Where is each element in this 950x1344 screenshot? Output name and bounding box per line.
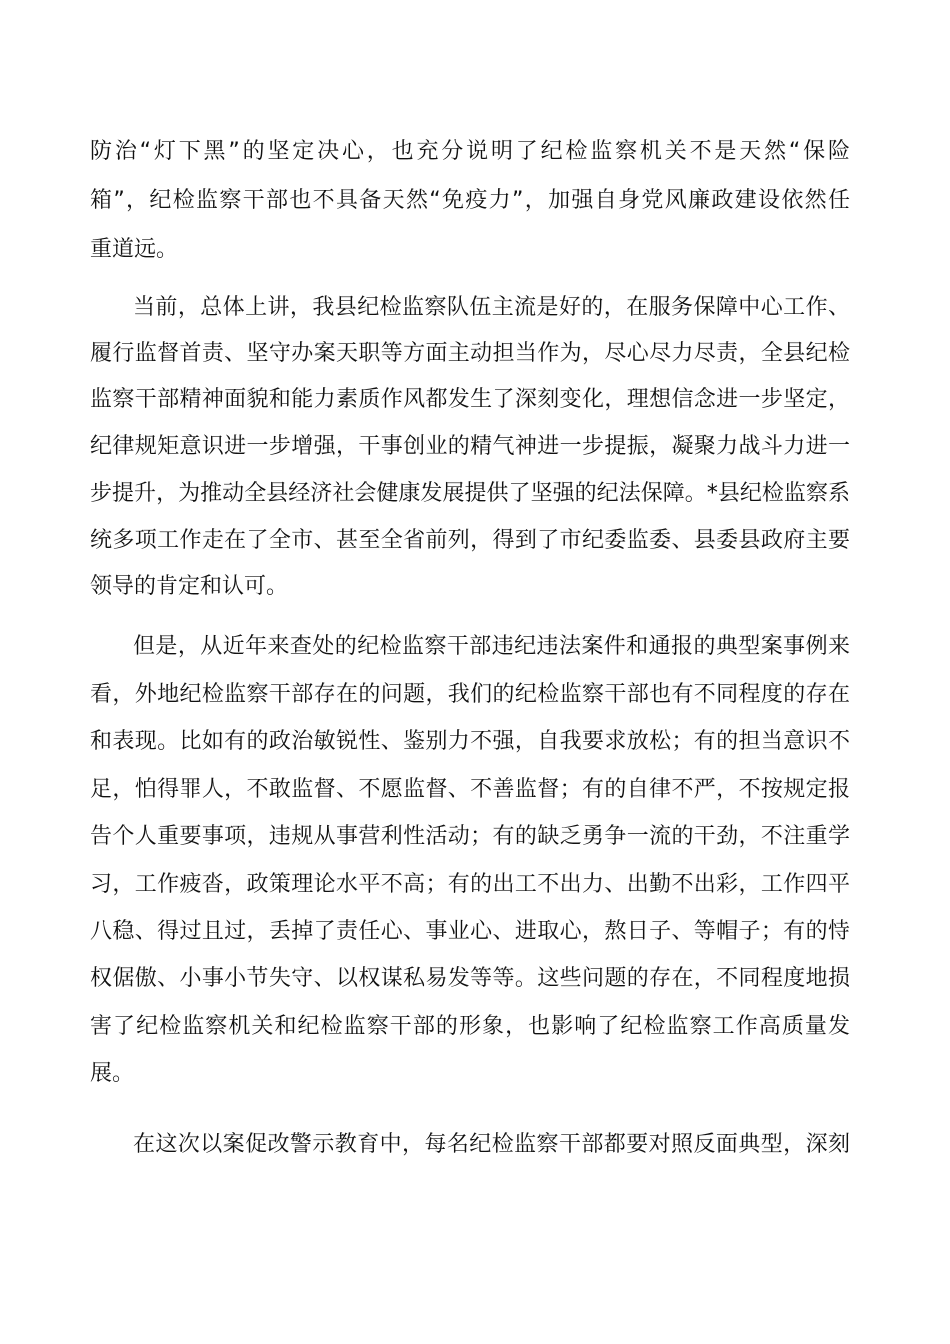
text-line: 防治“灯下黑”的坚定决心，也充分说明了纪检监察机关不是天然“保险 xyxy=(90,139,850,164)
text-line: 当前，总体上讲，我县纪检监察队伍主流是好的，在服务保障中心工作、 xyxy=(133,295,850,320)
text-line: 看，外地纪检监察干部存在的问题，我们的纪检监察干部也有不同程度的存在 xyxy=(90,682,850,707)
text-line: 权倨傲、小事小节失守、以权谋私易发等等。这些问题的存在，不同程度地损 xyxy=(90,966,850,991)
text-line: 和表现。比如有的政治敏锐性、鉴别力不强，自我要求放松；有的担当意识不 xyxy=(90,729,850,754)
text-line: 箱”，纪检监察干部也不具备天然“免疫力”，加强自身党风廉政建设依然任 xyxy=(90,188,850,213)
text-line: 习，工作疲沓，政策理论水平不高；有的出工不出力、出勤不出彩，工作四平 xyxy=(90,872,850,897)
text-line: 告个人重要事项，违规从事营利性活动；有的缺乏勇争一流的干劲，不注重学 xyxy=(90,824,850,849)
text-line: 八稳、得过且过，丢掉了责任心、事业心、进取心，熬日子、等帽子；有的恃 xyxy=(90,919,850,944)
text-line: 监察干部精神面貌和能力素质作风都发生了深刻变化，理想信念进一步坚定， xyxy=(90,387,850,412)
text-line: 害了纪检监察机关和纪检监察干部的形象，也影响了纪检监察工作高质量发 xyxy=(90,1014,850,1039)
text-line: 统多项工作走在了全市、甚至全省前列，得到了市纪委监委、县委县政府主要 xyxy=(90,528,850,553)
text-line: 足，怕得罪人，不敢监督、不愿监督、不善监督；有的自律不严，不按规定报 xyxy=(90,777,850,802)
text-line: 步提升，为推动全县经济社会健康发展提供了坚强的纪法保障。*县纪检监察系 xyxy=(90,481,850,506)
text-line: 在这次以案促改警示教育中，每名纪检监察干部都要对照反面典型，深刻 xyxy=(133,1132,850,1157)
text-line: 领导的肯定和认可。 xyxy=(90,574,289,599)
text-line: 但是，从近年来查处的纪检监察干部违纪违法案件和通报的典型案事例来 xyxy=(133,634,850,659)
text-line: 展。 xyxy=(90,1061,135,1086)
text-line: 履行监督首责、坚守办案天职等方面主动担当作为，尽心尽力尽责，全县纪检 xyxy=(90,341,850,366)
text-line: 纪律规矩意识进一步增强，干事创业的精气神进一步提振，凝聚力战斗力进一 xyxy=(90,434,850,459)
text-line: 重道远。 xyxy=(90,237,179,262)
